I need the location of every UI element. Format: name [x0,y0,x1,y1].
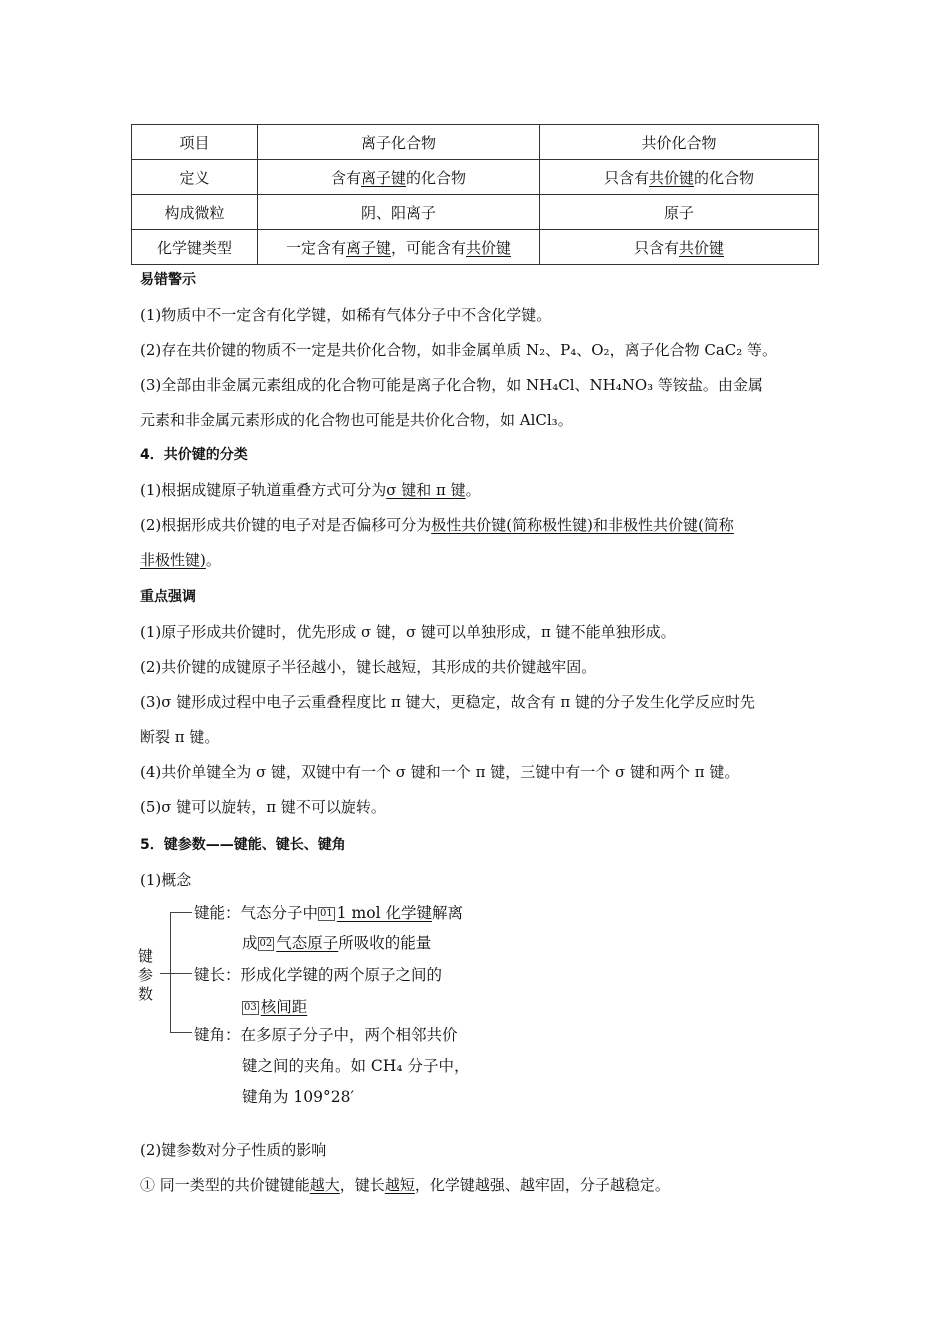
list-item: (5)σ 键可以旋转，π 键不可以旋转。 [140,798,386,816]
table-header-cell: 离子化合物 [258,125,540,160]
paragraph: 非极性键)。 [140,551,221,569]
bond-length-line: 03 核间距 [244,998,308,1016]
table-cell: 只含有共价键的化合物 [540,160,819,195]
table-row [132,230,819,265]
bond-angle-line: 键角为 109°28′ [242,1088,355,1106]
table-cell: 只含有共价键 [540,230,819,265]
table-cell: 一定含有离子键，可能含有共价键 [258,230,540,265]
bond-length-line: 键长：形成化学键的两个原子之间的 [194,966,443,984]
section-title: 4．共价键的分类 [140,447,248,463]
paragraph: (1)物质中不一定含有化学键，如稀有气体分子中不含化学键。 [140,306,552,324]
list-item: (2)共价键的成键原子半径越小，键长越短，其形成的共价键越牢固。 [140,658,597,676]
section-5 [140,828,818,898]
table-row [132,195,819,230]
paragraph: (2)存在共价键的物质不一定是共价化合物，如非金属单质 N₂、P₄、O₂，离子化合物 CaC₂ 等。 [140,341,778,359]
paragraph: (1)根据成键原子轨道重叠方式可分为σ 键和 π 键。 [140,481,481,499]
root-label: 键 参 数 [138,947,154,1003]
bond-energy-line: 键能：气态分子中 01 1 mol 化学键解离 [194,904,463,922]
section-4 [140,438,818,578]
row-label: 化学键类型 [132,230,258,265]
bond-parameter-diagram [138,895,518,1115]
list-item: (4)共价单键全为 σ 键，双键中有一个 σ 键和一个 π 键，三键中有一个 σ 键和两个 π 键。 [140,763,740,781]
table-cell: 含有离子键的化合物 [258,160,540,195]
bond-energy-line: 成 02 气态原子所吸收的能量 [242,934,432,952]
table-header-cell: 共价化合物 [540,125,819,160]
warning-title: 易错警示 [140,272,196,288]
bond-angle-line: 键之间的夹角。如 CH₄ 分子中， [242,1057,470,1075]
section-title: 5．键参数——键能、键长、键角 [140,837,346,853]
emphasis-section [140,580,818,825]
paragraph: (2)根据形成共价键的电子对是否偏移可分为极性共价键(简称极性键)和非极性共价键(简称 [140,516,734,534]
blank-number: 02 [259,938,273,949]
subsection-title: (2)键参数对分子性质的影响 [140,1141,327,1159]
table-row [132,160,819,195]
blank-number: 01 [320,908,333,919]
bracket-line [160,973,192,974]
row-label: 构成微粒 [132,195,258,230]
table-cell: 阴、阳离子 [258,195,540,230]
list-item: 断裂 π 键。 [140,728,220,746]
bracket-line [170,912,192,913]
paragraph: ① 同一类型的共价键键能越大，键长越短，化学键越强、越牢固，分子越稳定。 [140,1176,670,1194]
table-cell: 原子 [540,195,819,230]
emphasis-title: 重点强调 [140,589,196,605]
blank-number: 03 [244,1002,257,1013]
section-5-part-2 [140,1133,818,1203]
comparison-table [131,124,819,265]
warning-section [140,263,818,438]
list-item: (3)σ 键形成过程中电子云重叠程度比 π 键大，更稳定，故含有 π 键的分子发生化学反应时先 [140,693,756,711]
paragraph: 元素和非金属元素形成的化合物也可能是共价化合物，如 AlCl₃。 [140,411,573,429]
paragraph: (3)全部由非金属元素组成的化合物可能是离子化合物，如 NH₄Cl、NH₄NO₃ 等铵盐。由金属 [140,376,763,394]
table-header-row [132,125,819,160]
bracket-line [170,912,171,1032]
bracket-line [170,1032,192,1033]
table-header-cell: 项目 [132,125,258,160]
bond-angle-line: 键角：在多原子分子中，两个相邻共价 [194,1026,458,1044]
row-label: 定义 [132,160,258,195]
subsection-title: (1)概念 [140,871,192,889]
list-item: (1)原子形成共价键时，优先形成 σ 键，σ 键可以单独形成，π 键不能单独形成。 [140,623,676,641]
